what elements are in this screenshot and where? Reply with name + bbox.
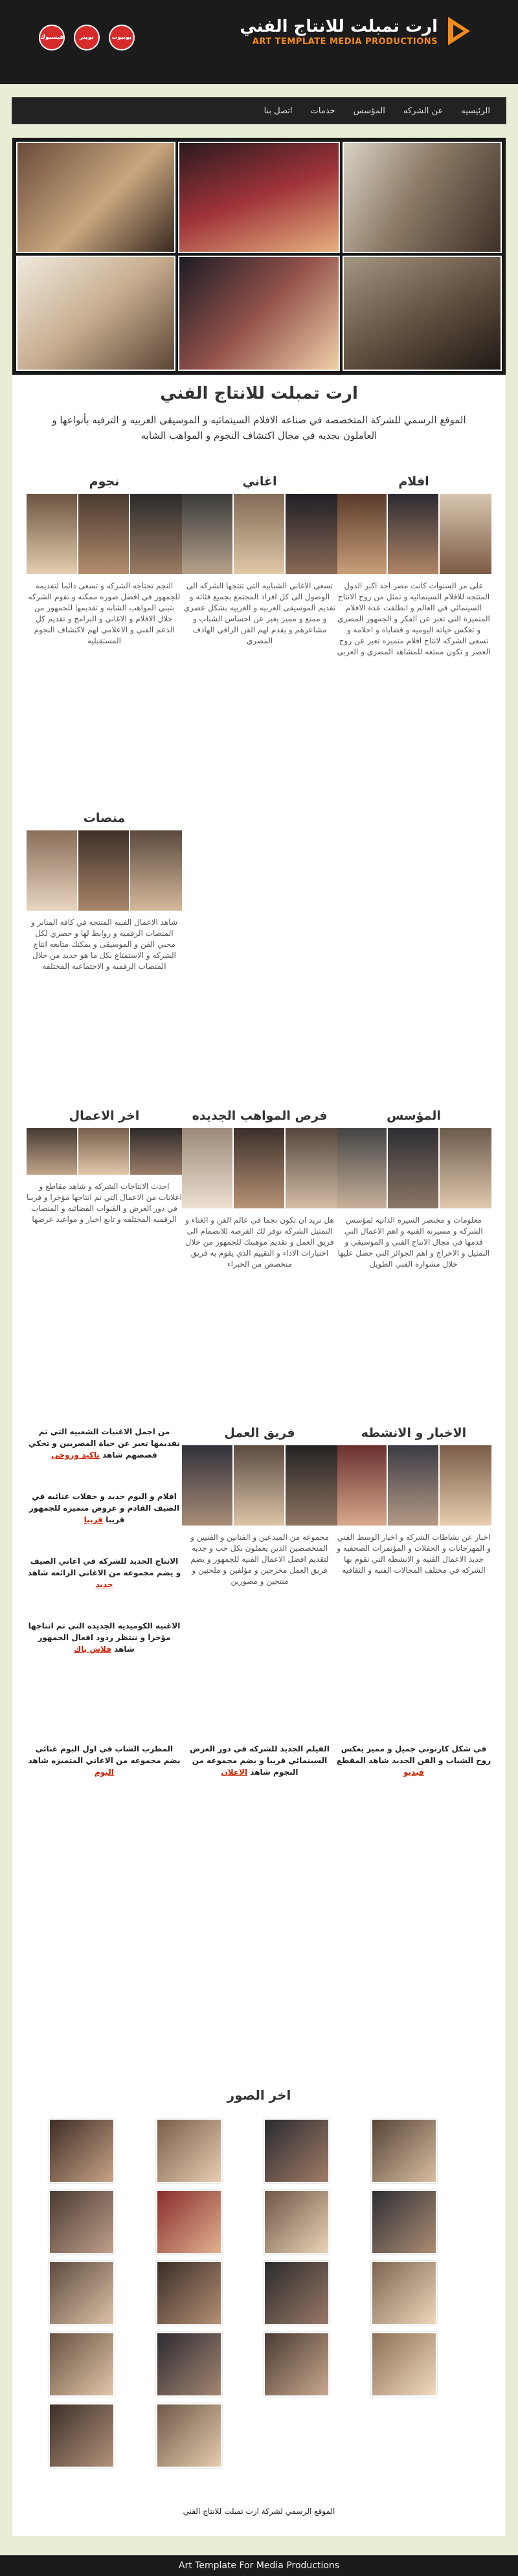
facebook-icon[interactable]: فيسبوك (39, 25, 65, 50)
news-item (27, 1620, 182, 1655)
site-intro: الموقع الرسمي للشركة المتخصصه في صناعه الافلام السينمائيه و الموسيقى العربيه و الترفيه بأنواعها و العاملون بجديه في مجال اكتشاف النجوم و المواهب الشابه (52, 414, 466, 441)
section-title[interactable]: الاخبار و الانشطه (361, 1426, 467, 1440)
section-opportunities (182, 1109, 337, 1270)
section-text: شاهد الاعمال الفنيه المنتجه في كافه المنابر و المنصات الرقميه و روابط لها و حصري لكل محبي الفن و الموسيقى و يمكنك متابعه انتاج الشركه و الاستمتاع بكل ما هو جديد من خلال المنصات الرقميه و الاجتماعيه المختلفه (30, 918, 177, 971)
news-text: من اجمل الاغنيات الشعبيه التي تم تقديمها تعبر عن حياة المصريين و تحكي قصصهم شاهد (28, 1427, 180, 1460)
news-text: المطرب الشاب في اول البوم غنائي يضم مجموعه من الاغاني المتميزه شاهد (28, 1744, 181, 1765)
section-films (336, 474, 491, 658)
section-text: النجم تحتاجه الشركه و تسعى دائما لتقديمه للجمهور في افضل صوره ممكنه و تقوم الشركه بتبني المواهب الشابه و تقديمها للجمهور من خلال الافلام و الاغاني و البرامج و تقديم كل الدعم الفني و الاعلامي لهم لاكتشاف النجوم المستقبليه (28, 581, 181, 645)
section-text: على مر السنوات كانت مصر احد اكبر الدول المنتجه للافلام السينمائيه و تمثل من روح الانتاج السينمائي في العالم و انطلقت عدة الافلام المتميزة التي تعبر عن الفكر و الجمهور المصري و تعكس حياته اليوميه و قضاياه و احلامه و تسعى الشركه لانتاج افلام متميزه تعبر عن روح العصر و تكون ممتعه للمشاهد المصري و العربي (337, 581, 491, 656)
nav-services[interactable]: خدمات (310, 105, 335, 116)
nav-contact[interactable]: اتصل بنا (264, 105, 293, 116)
news-text: الانتاج الجديد للشركه في اغاني الصيف و يضم مجموعه من الاغاني الرائعه شاهد (27, 1557, 181, 1577)
gallery-photo[interactable] (343, 256, 502, 371)
section-text: معلومات و مختصر السيره الذاتيه لمؤسس الشركه و مسيرته الفنيه و اهم الاعمال التي قدمها في مجال الانتاج الفني و الموسيقي و التمثيل و الاخراج و اهم الجوائز التي حصل عليها خلال مشواره الفني الطويل (337, 1216, 490, 1269)
section-title[interactable]: اخر الاعمال (69, 1109, 140, 1123)
section-title[interactable]: فريق العمل (224, 1426, 295, 1440)
section-title[interactable]: فرص المواهب الجديده (192, 1109, 328, 1123)
gallery-photo[interactable] (16, 142, 175, 253)
news-text: افلام و البوم جديد و حفلات غنائيه في الصيف القادم و عروض متميزه للجمهور قريبا (28, 1492, 180, 1524)
section-title[interactable]: منصات (83, 811, 126, 825)
section-founder (336, 1109, 491, 1270)
latest-photo[interactable] (49, 2190, 115, 2254)
hero-gallery (12, 138, 506, 375)
news-text: الاغنيه الكوميديه الجديده التي تم انتاجها مؤخرا و ننتظر ردود افعال الجمهور شاهد (28, 1621, 181, 1654)
youtube-icon[interactable]: يوتيوب (109, 25, 135, 50)
news-item (27, 1555, 182, 1590)
logo-english: ART TEMPLATE MEDIA PRODUCTIONS (252, 36, 438, 47)
section-news (336, 1426, 491, 1576)
news-item (27, 1743, 182, 1778)
section-songs (182, 474, 337, 647)
latest-photo[interactable] (156, 2190, 222, 2254)
header (0, 0, 518, 84)
gallery-photo[interactable] (178, 142, 340, 253)
latest-photo[interactable] (264, 2190, 330, 2254)
latest-photo[interactable] (49, 2118, 115, 2183)
latest-photo[interactable] (49, 2261, 115, 2326)
section-latest-works (27, 1109, 182, 1225)
latest-images-title: اخر الصور (227, 2087, 291, 2103)
news-link[interactable]: البوم (95, 1768, 114, 1777)
latest-photo[interactable] (371, 2332, 437, 2397)
news-link[interactable]: تاكيد وروحي (51, 1450, 100, 1460)
nav-founder[interactable]: المؤسس (353, 105, 385, 116)
section-text: تسعى الاغاني الشبابيه التي تنتجها الشركه الى الوصول الى كل افراد المجتمع بجميع فئاته و تقديم الموسيقى العربيه و الغربيه بشكل عصري و ممتع و مميز يعبر عن احساس الشباب و مشاعرهم و يقدم لهم الفن الراقي الهادف المصري (183, 581, 336, 645)
page-title: ارت تمبلت للانتاج الفني (160, 384, 358, 403)
news-link[interactable]: فلاش باك (74, 1645, 111, 1654)
news-text: في شكل كارتوني جميل و مميز يعكس روح الشباب و الفن الجديد شاهد المقطع (336, 1744, 491, 1765)
section-text: هل تريد ان تكون نجما في عالم الفن و الغناء و التمثيل الشركه توفر لك الفرصه للانضمام الى فريق العمل و تقديم موهبتك للجمهور من خلال اختبارات الاداء و التقييم الذي يقوم به فريق متخصص من الخبراء (185, 1216, 334, 1269)
logo-play-icon (445, 14, 473, 48)
social-links (39, 25, 135, 50)
news-link[interactable]: جديد (95, 1580, 113, 1589)
nav-about[interactable]: عن الشركه (403, 105, 444, 116)
main-content (12, 137, 506, 2537)
news-item (336, 1743, 491, 1778)
footer: Art Template For Media Productions (0, 2555, 518, 2576)
section-text: احدث الانتاجات الشركه و شاهد مقاطع و اعلانات من الاعمال التي تم انتاجها مؤخرا و قريبا في دور العرض و القنوات الفضائيه و المنصات الرقميه المختلفه و تابع اخبار و مواعيد عرضها (27, 1182, 182, 1224)
main-nav (12, 97, 506, 124)
gallery-photo[interactable] (343, 142, 502, 253)
latest-photo[interactable] (156, 2261, 222, 2326)
latest-photo[interactable] (49, 2332, 115, 2397)
section-text: مجموعه من المبدعين و الفنانين و الفنيين و المتخصصين الذين يعملون بكل حب و جديه لتقديم افضل الاعمال الفنيه للجمهور و يضم فريق العمل مخرجين و مؤلفين و ملحنين و منتجين و مصورين (190, 1533, 329, 1586)
site-logo[interactable] (240, 14, 473, 48)
section-title[interactable]: اغاني (242, 474, 277, 489)
latest-photo[interactable] (264, 2261, 330, 2326)
latest-photo[interactable] (371, 2190, 437, 2254)
news-item (27, 1491, 182, 1526)
latest-photo[interactable] (371, 2261, 437, 2326)
news-link[interactable]: الاعلان (221, 1768, 248, 1777)
latest-photo[interactable] (264, 2332, 330, 2397)
gallery-photo[interactable] (16, 256, 175, 371)
news-item (182, 1743, 337, 1778)
latest-photo[interactable] (156, 2118, 222, 2183)
section-title[interactable]: المؤسس (387, 1109, 441, 1123)
news-link[interactable]: فيديو (403, 1768, 424, 1777)
footer-note: الموقع الرسمي لشركة ارت تمبلت للانتاج الفني (183, 2507, 335, 2516)
twitter-icon[interactable]: تويتر (74, 25, 100, 50)
section-text: اخبار عن نشاطات الشركه و اخبار الوسط الفني و المهرجانات و الحفلات و المؤتمرات الصحفيه و جديد الاعمال الفنيه و الانشطه التي تقوم بها الشركه في مختلف المجالات الفنيه و الثقافيه (337, 1533, 491, 1575)
news-link[interactable]: قريبا (84, 1515, 103, 1524)
logo-arabic: ارت تمبلت للانتاج الفني (240, 16, 438, 36)
gallery-photo[interactable] (178, 256, 340, 371)
latest-photo[interactable] (264, 2118, 330, 2183)
nav-home[interactable]: الرئيسيه (461, 105, 490, 116)
news-item (27, 1426, 182, 1461)
section-team (182, 1426, 337, 1587)
section-talents (27, 811, 182, 972)
news-text: الفيلم الجديد للشركه في دور العرض السينمائي قريبا و يضم مجموعه من النجوم شاهد (190, 1744, 330, 1777)
section-title[interactable]: افلام (398, 474, 429, 489)
section-stars (27, 474, 182, 647)
latest-photo[interactable] (156, 2332, 222, 2397)
section-title[interactable]: نجوم (89, 474, 120, 489)
latest-photo[interactable] (156, 2403, 222, 2468)
latest-photo[interactable] (371, 2118, 437, 2183)
latest-photo[interactable] (49, 2403, 115, 2468)
